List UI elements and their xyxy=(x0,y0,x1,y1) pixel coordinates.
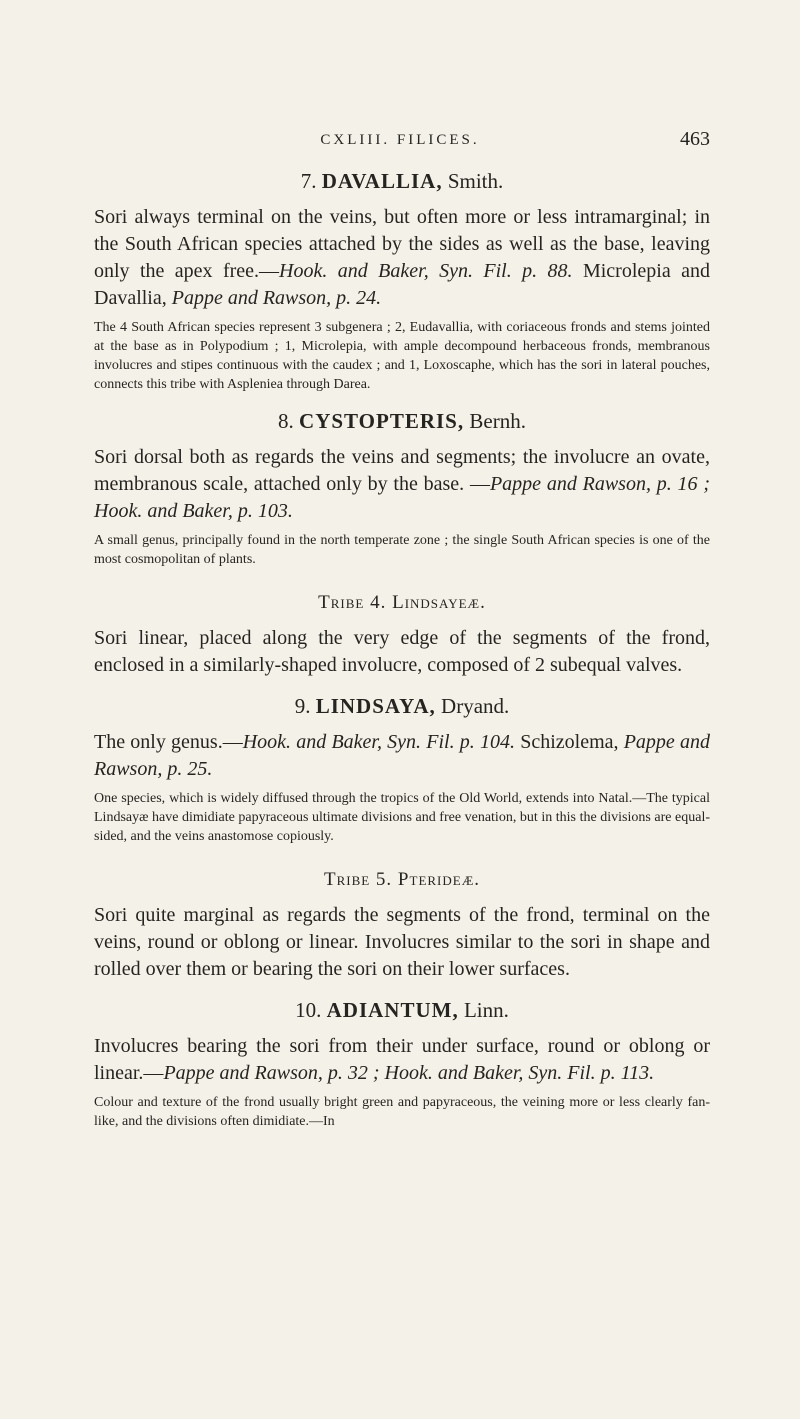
genus-heading-lindsaya xyxy=(94,693,710,719)
reference: Pappe and Rawson, p. 16 ; Hook. and Baker, p. 103. xyxy=(94,473,710,522)
genus-authority: Dryand. xyxy=(441,694,510,718)
tribe-description: Sori linear, placed along the very edge of the segments of the frond, enclosed in a similarly-shaped involucre, composed of 2 subequal valves. xyxy=(94,627,710,676)
genus-note: The 4 South African species represent 3 subgenera ; 2, Eudavallia, with coriaceous fronds and stems jointed at the base as in Polypodium ; 1, Microlepia, with ample decompound herbaceous fronds, membranous involucres and stipes continuous with the caudex ; and 1, Loxoscaphe, which has the sori in lateral pouches, connects this tribe with Aspleniea through Darea. xyxy=(94,320,710,392)
tribe-heading-pterideae: Tribe 5. Pterideæ. xyxy=(323,869,481,890)
running-title: CXLIII. FILICES. xyxy=(320,132,480,148)
genus-heading-davallia xyxy=(94,168,710,194)
reference: Hook. and Baker, Syn. Fil. p. 88. xyxy=(279,260,573,282)
genus-note: A small genus, principally found in the north temperate zone ; the single South African species is one of the most cosmopolitan of plants. xyxy=(94,533,710,567)
genus-number: 7. xyxy=(300,169,317,193)
genus-description: Sori always terminal on the veins, but often more or less intramarginal; in the South African species attached by the sides as well as the base, leaving only the apex free.—Hook. and Baker, Syn. Fil. p. 88. Microlepia and Davallia, Pappe and Rawson, p. 24. xyxy=(94,206,710,309)
genus-note: Colour and texture of the frond usually bright green and papyraceous, the veining more or less clearly fan-like, and the divisions often dimidiate.—In xyxy=(94,1095,710,1129)
genus-authority: Bernh. xyxy=(469,409,526,433)
tribe-description: Sori quite marginal as regards the segments of the frond, terminal on the veins, round or oblong or linear. Involucres similar to the sori in shape and rolled over them or bearing the sori on their lower surfaces. xyxy=(94,904,710,980)
running-head xyxy=(0,128,800,158)
genus-heading-cystopteris xyxy=(94,408,710,434)
reference: Pappe and Rawson, p. 32 ; Hook. and Baker, Syn. Fil. p. 113. xyxy=(163,1062,655,1084)
genus-authority: Smith. xyxy=(447,169,504,193)
genus-number: 8. xyxy=(278,409,294,433)
genus-name: CYSTOPTERIS, xyxy=(299,409,465,433)
genus-description: Sori dorsal both as regards the veins and segments; the involucre an ovate, membranous scale, attached only by the base. —Pappe and Rawson, p. 16 ; Hook. and Baker, p. 103. xyxy=(94,446,710,522)
page-content xyxy=(94,168,710,1145)
genus-name: ADIANTUM, xyxy=(326,998,459,1022)
genus-note: One species, which is widely diffused through the tropics of the Old World, extends into Natal.—The typical Lindsayæ have dimidiate papyraceous ultimate divisions and free venation, but in this the divisions are equal-sided, and the veins anastomose copiously. xyxy=(94,791,710,844)
genus-name: LINDSAYA, xyxy=(315,694,436,718)
reference: Hook. and Baker, Syn. Fil. p. 104. xyxy=(242,731,515,753)
genus-description: Involucres bearing the sori from their under surface, round or oblong or linear.—Pappe and Rawson, p. 32 ; Hook. and Baker, Syn. Fil. p. 113. xyxy=(94,1035,710,1084)
reference: Pappe and Rawson, p. 25. xyxy=(94,731,710,780)
genus-heading-adiantum xyxy=(94,997,710,1023)
genus-name: DAVALLIA, xyxy=(321,169,443,193)
genus-authority: Linn. xyxy=(463,998,509,1022)
reference: Pappe and Rawson, p. 24. xyxy=(171,287,382,309)
tribe-heading-lindsayeae: Tribe 4. Lindsayeæ. xyxy=(318,592,486,613)
genus-number: 10. xyxy=(295,998,322,1022)
genus-description: The only genus.—Hook. and Baker, Syn. Fil. p. 104. Schizolema, Pappe and Rawson, p. 25. xyxy=(94,731,710,780)
page-number: 463 xyxy=(680,128,710,150)
genus-number: 9. xyxy=(294,694,311,718)
